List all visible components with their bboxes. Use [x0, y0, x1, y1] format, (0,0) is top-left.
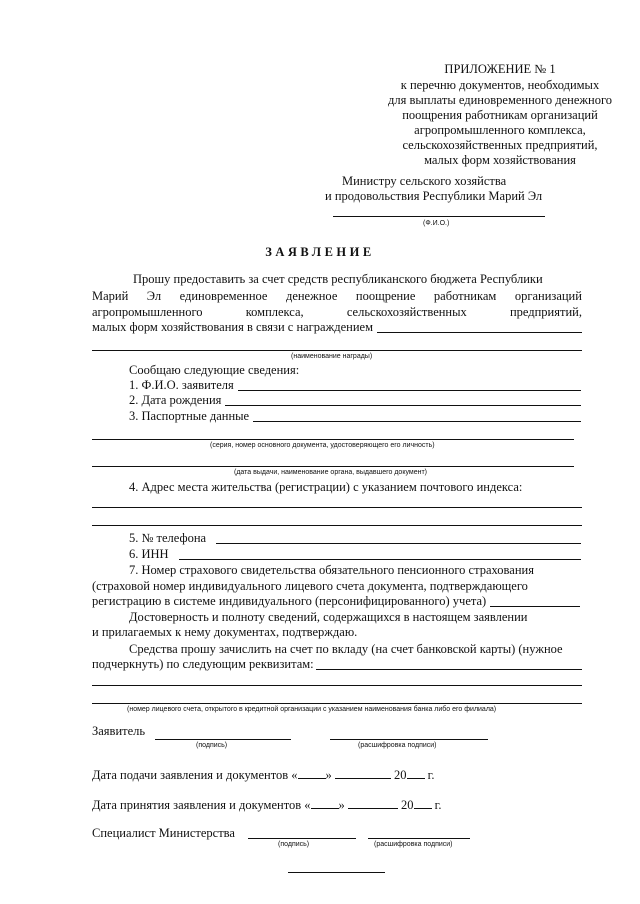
appendix-line: поощрения работникам организаций: [402, 108, 598, 122]
bank-field[interactable]: [316, 658, 582, 670]
appendix-line: малых форм хозяйствования: [424, 153, 576, 167]
snils-line3: регистрацию в системе индивидуального (персонифицированного) учета): [92, 594, 487, 608]
submit-quote-close: »: [325, 768, 332, 782]
request-line1: Прошу предоставить за счет средств республиканского бюджета Республики: [133, 272, 543, 286]
appendix-line: к перечню документов, необходимых: [400, 78, 600, 92]
passport-row: [129, 409, 581, 424]
bank-caption: (номер лицевого счета, открытого в кредитной организации с указанием наименования банка либо его филиала): [127, 706, 497, 713]
inn-row: [129, 547, 581, 562]
confirm-line1: Достоверность и полноту сведений, содержащихся в настоящем заявлении: [129, 610, 528, 624]
request-line2: Марий Эл единовременное денежное поощрение работникам организаций: [92, 289, 582, 303]
addressee-line1: Министру сельского хозяйства: [342, 174, 507, 188]
birth-field[interactable]: [225, 394, 581, 406]
accept-day-field[interactable]: [311, 797, 339, 809]
specialist-sign-caption: (подпись): [278, 841, 310, 848]
applicant-sign-field[interactable]: [155, 739, 291, 740]
passport-field-line2[interactable]: [92, 439, 574, 440]
fio-label: 1. Ф.И.О. заявителя: [129, 378, 234, 392]
passport-field[interactable]: [253, 410, 581, 422]
award-field-line2[interactable]: [92, 350, 582, 351]
inn-label: 6. ИНН: [129, 547, 169, 561]
address-field-line1[interactable]: [92, 507, 582, 508]
appendix-title: ПРИЛОЖЕНИЕ № 1: [444, 62, 556, 76]
passport-label: 3. Паспортные данные: [129, 409, 250, 423]
inn-field[interactable]: [179, 548, 581, 560]
address-field-line2[interactable]: [92, 525, 582, 526]
accept-year-prefix: 20: [401, 798, 414, 812]
specialist-decode-caption: (расшифровка подписи): [374, 841, 453, 848]
award-row: [92, 320, 582, 335]
request-line3: агропромышленного комплекса, сельскохозяйственных предприятий,: [92, 305, 582, 319]
snils-row: [92, 594, 580, 609]
footer-divider: [288, 872, 385, 873]
submit-year-field[interactable]: [407, 767, 425, 779]
fio-line[interactable]: [333, 216, 545, 217]
appendix-line: сельскохозяйственных предприятий,: [402, 138, 598, 152]
fio-row: [129, 378, 581, 393]
page-title: ЗАЯВЛЕНИЕ: [265, 245, 375, 259]
accept-year-suffix: г.: [434, 798, 442, 812]
specialist-decode-field[interactable]: [368, 838, 470, 839]
award-field[interactable]: [377, 321, 582, 333]
applicant-label: Заявитель: [92, 724, 146, 738]
birth-row: [129, 393, 581, 408]
accept-month-field[interactable]: [348, 797, 398, 809]
phone-label: 5. № телефона: [129, 531, 207, 545]
addressee-line2: и продовольствия Республики Марий Эл: [325, 189, 543, 203]
submit-date-row: [92, 767, 435, 783]
address-label: 4. Адрес места жительства (регистрации) с указанием почтового индекса:: [129, 480, 523, 494]
passport-caption1: (серия, номер основного документа, удостоверяющего его личность): [210, 442, 435, 449]
request-line4: малых форм хозяйствования в связи с награждением: [92, 320, 373, 334]
fio-field[interactable]: [238, 379, 581, 391]
applicant-sign-caption: (подпись): [196, 742, 228, 749]
specialist-sign-field[interactable]: [248, 838, 356, 839]
accept-quote-close: »: [338, 798, 345, 812]
submit-year-prefix: 20: [394, 768, 407, 782]
accept-date-row: [92, 797, 442, 813]
snils-line1: 7. Номер страхового свидетельства обязательного пенсионного страхования: [129, 563, 534, 577]
appendix-line: агропромышленного комплекса,: [414, 123, 586, 137]
snils-field[interactable]: [490, 595, 580, 607]
submit-day-field[interactable]: [298, 767, 326, 779]
fio-caption: (Ф.И.О.): [423, 220, 450, 227]
passport-caption2: (дата выдачи, наименование органа, выдавшего документ): [234, 469, 427, 476]
bank-field-line3[interactable]: [92, 703, 582, 704]
phone-field[interactable]: [216, 532, 581, 544]
applicant-decode-field[interactable]: [330, 739, 488, 740]
confirm-line2: и прилагаемых к нему документах, подтверждаю.: [92, 625, 358, 639]
submit-date-label: Дата подачи заявления и документов «: [92, 768, 298, 782]
submit-month-field[interactable]: [335, 767, 391, 779]
phone-row: [129, 531, 581, 546]
applicant-decode-caption: (расшифровка подписи): [358, 742, 437, 749]
accept-date-label: Дата принятия заявления и документов «: [92, 798, 311, 812]
appendix-line: для выплаты единовременного денежного: [387, 93, 613, 107]
bank-row: [92, 657, 582, 672]
bank-line2: подчеркнуть) по следующим реквизитам:: [92, 657, 314, 671]
award-caption: (наименование награды): [291, 353, 373, 360]
snils-line2: (страховой номер индивидуального лицевого счета документа, подтверждающего: [92, 579, 528, 593]
birth-label: 2. Дата рождения: [129, 393, 222, 407]
passport-field-line3[interactable]: [92, 466, 574, 467]
bank-line1: Средства прошу зачислить на счет по вкладу (на счет банковской карты) (нужное: [129, 642, 563, 656]
bank-field-line2[interactable]: [92, 685, 582, 686]
submit-year-suffix: г.: [427, 768, 435, 782]
info-intro: Сообщаю следующие сведения:: [129, 363, 300, 377]
specialist-label: Специалист Министерства: [92, 826, 235, 840]
accept-year-field[interactable]: [414, 797, 432, 809]
